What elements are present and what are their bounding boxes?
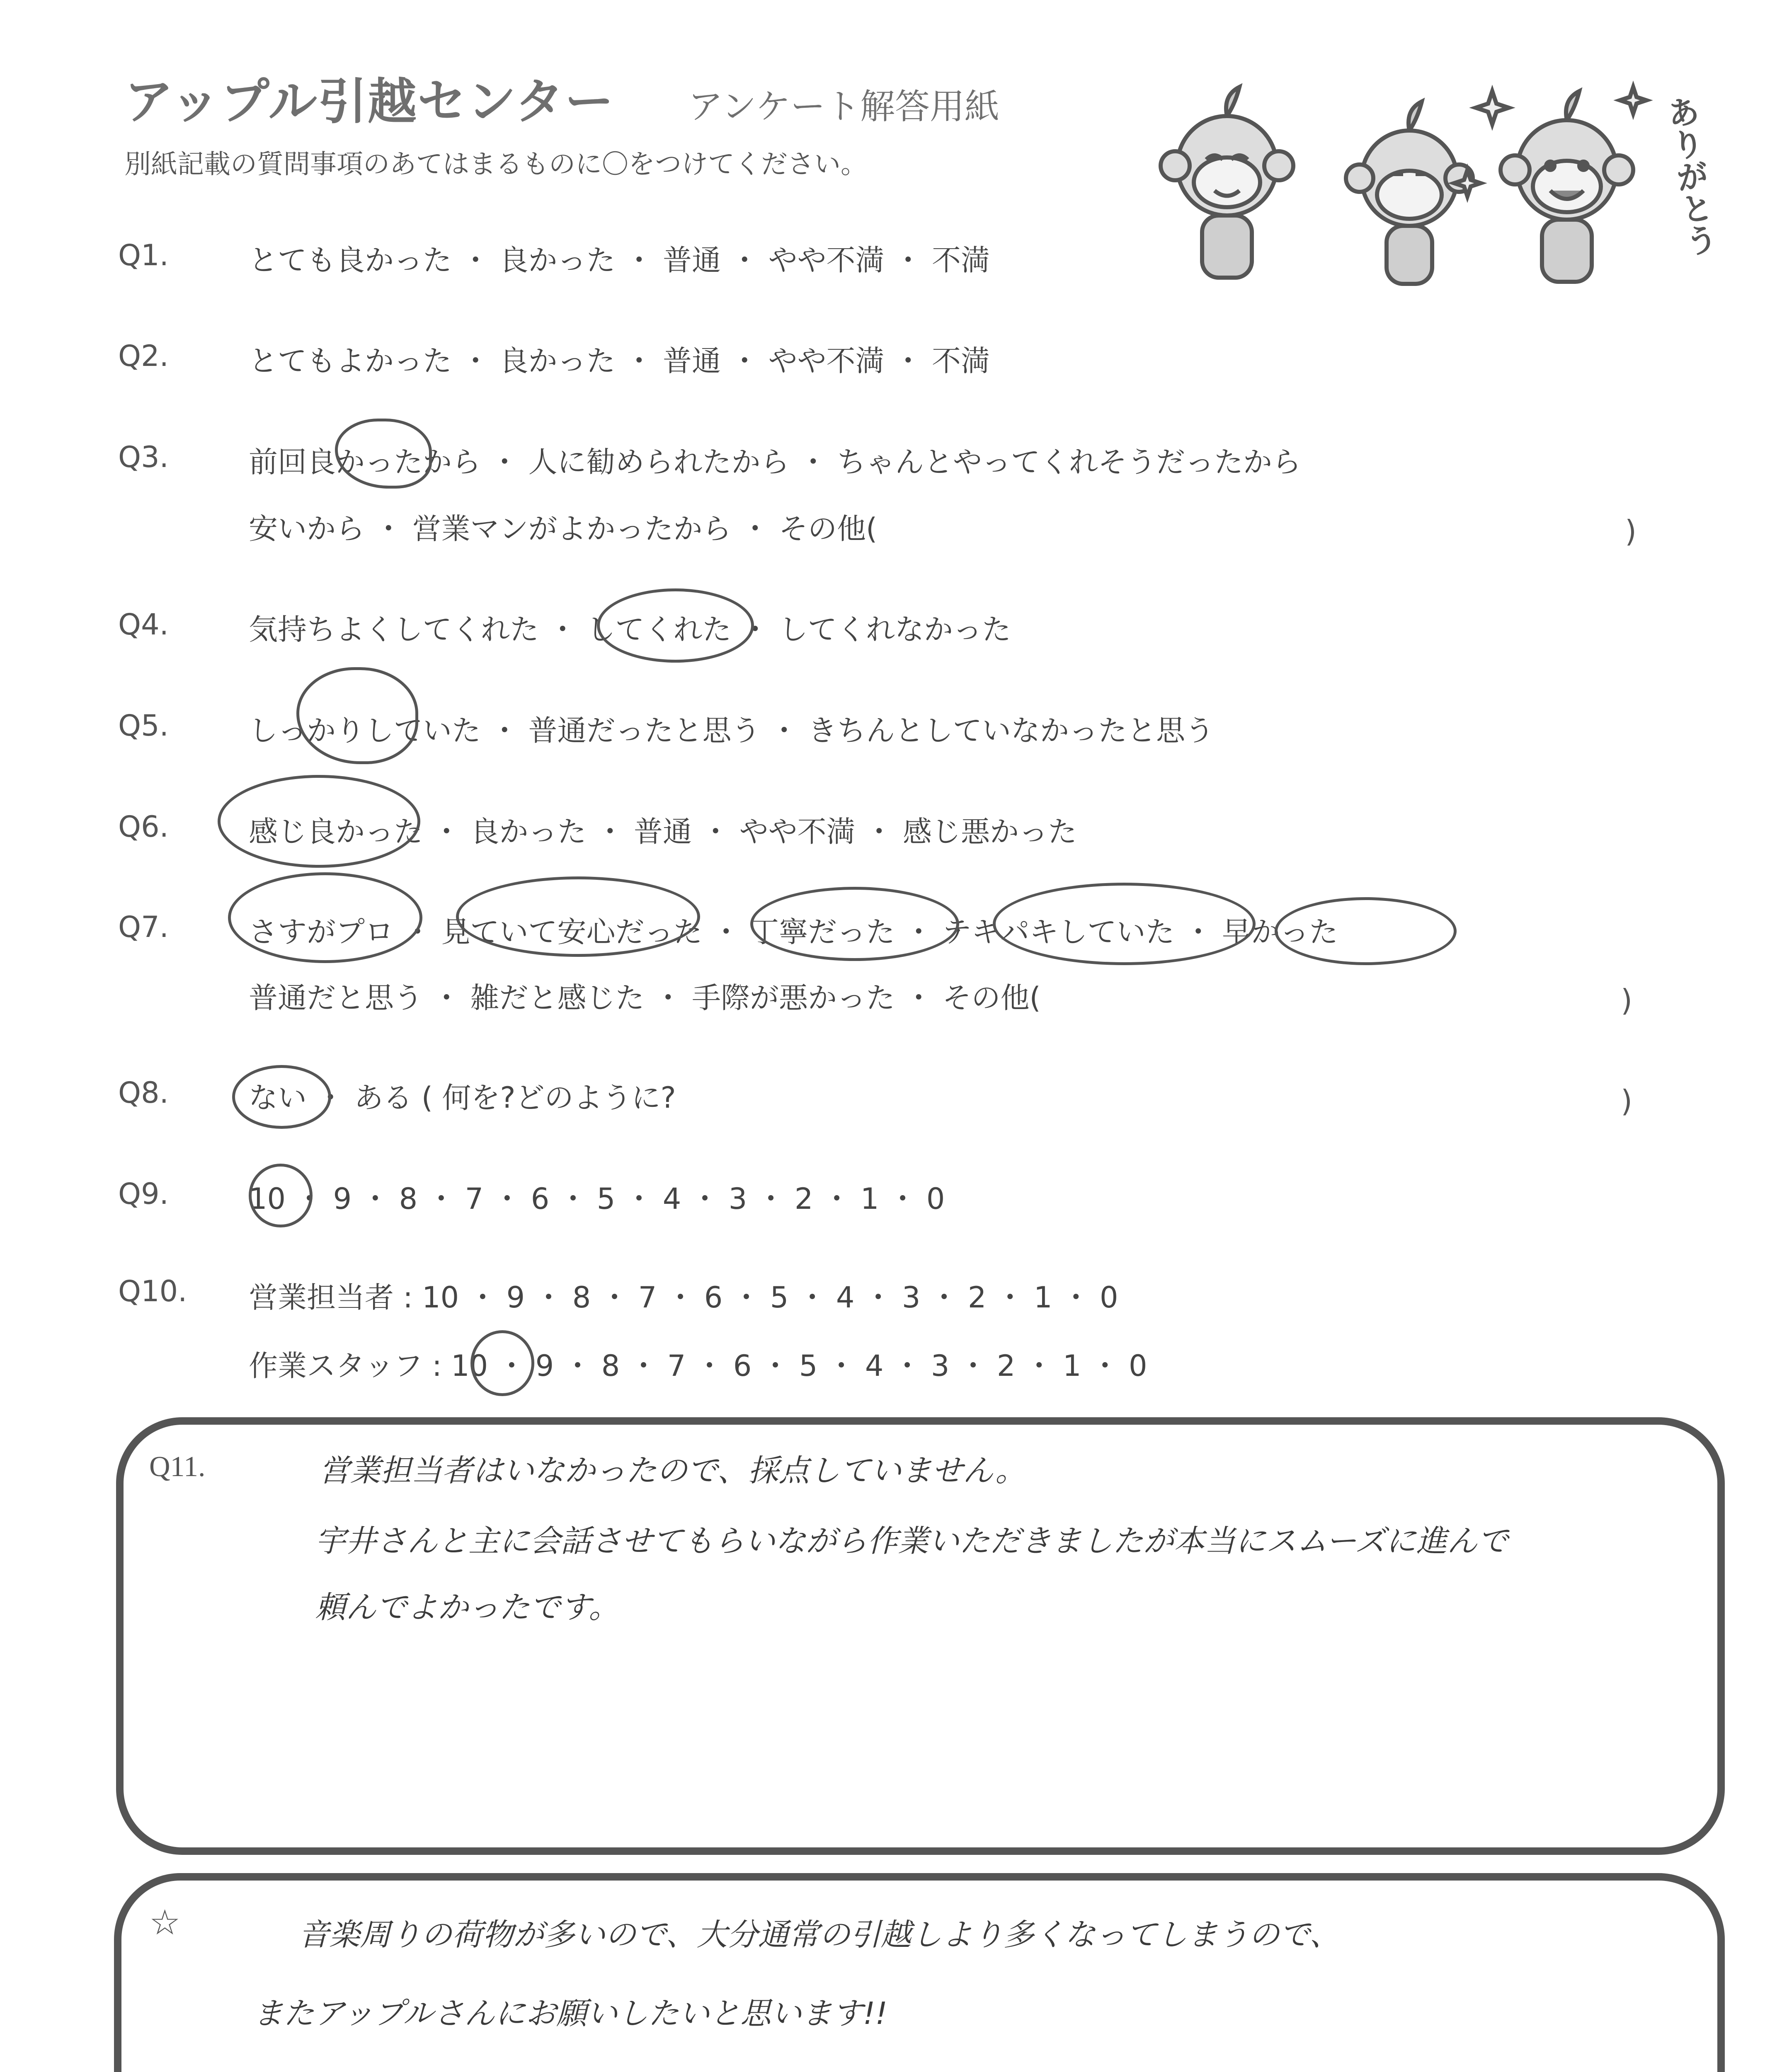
extra-handwriting-line1: 音楽周りの荷物が多いので、大分通常の引越しより多くなってしまうので、 bbox=[298, 1917, 1341, 1953]
q1-label: Q1. bbox=[118, 238, 169, 272]
q8-answer-circle bbox=[232, 1065, 331, 1129]
form-title: アップル引越センター bbox=[124, 73, 615, 130]
extra-comment-box bbox=[114, 1873, 1725, 2072]
q7-answer-circle-4 bbox=[993, 883, 1256, 965]
q4-answer-circle bbox=[597, 588, 754, 663]
q7-answer-circle-1 bbox=[228, 872, 422, 963]
q3-options-line1: 前回良かったから ・ 人に勧められたから ・ ちゃんとやってくれそうだったから bbox=[249, 445, 1302, 479]
q10-label: Q10. bbox=[118, 1274, 187, 1308]
mascot-thanks-text: ありがとう bbox=[1660, 93, 1719, 259]
q5-options: しっかりしていた ・ 普通だったと思う ・ きちんとしていなかったと思う bbox=[249, 714, 1215, 748]
q6-options: 感じ良かった ・ 良かった ・ 普通 ・ やや不満 ・ 感じ悪かった bbox=[249, 815, 1077, 849]
q9-options: 10 ・ 9 ・ 8 ・ 7 ・ 6 ・ 5 ・ 4 ・ 3 ・ 2 ・ 1 ・ 0 bbox=[249, 1182, 945, 1216]
q10-answer-circle bbox=[470, 1330, 534, 1396]
q6-answer-circle bbox=[218, 775, 420, 868]
q10-sales-options: 営業担当者 : 10 ・ 9 ・ 8 ・ 7 ・ 6 ・ 5 ・ 4 ・ 3 ・ 2 ・ 1 ・ 0 bbox=[249, 1280, 1118, 1314]
monkey-mascots-illustration bbox=[1152, 62, 1700, 294]
q7-answer-circle-2 bbox=[456, 876, 700, 957]
q9-answer-circle bbox=[249, 1164, 313, 1227]
form-subtitle: アンケート解答用紙 bbox=[688, 86, 999, 127]
q7-answer-circle-5 bbox=[1275, 897, 1457, 965]
q2-label: Q2. bbox=[118, 339, 169, 373]
q1-options: とても良かった ・ 良かった ・ 普通 ・ やや不満 ・ 不満 bbox=[249, 243, 990, 277]
q3-label: Q3. bbox=[118, 440, 169, 474]
q3-options-line2: 安いから ・ 営業マンがよかったから ・ その他( bbox=[249, 512, 878, 546]
q7-label: Q7. bbox=[118, 910, 169, 944]
star-icon: ☆ bbox=[149, 1902, 181, 1943]
q10-staff-options: 作業スタッフ : 10 ・ 9 ・ 8 ・ 7 ・ 6 ・ 5 ・ 4 ・ 3 ・ 2 ・ 1 ・ 0 bbox=[249, 1349, 1147, 1383]
q7-options-line2: 普通だと思う ・ 雑だと感じた ・ 手際が悪かった ・ その他( bbox=[249, 981, 1041, 1015]
q5-label: Q5. bbox=[118, 709, 169, 743]
q7-options-line1: さすがプロ ・ 見ていて安心だった ・ 丁寧だった ・ テキパキしていた ・ 早かった bbox=[249, 915, 1338, 949]
q4-options: 気持ちよくしてくれた ・ してくれた ・ してくれなかった bbox=[249, 612, 1011, 646]
q7-answer-circle-3 bbox=[750, 887, 959, 961]
q6-label: Q6. bbox=[118, 810, 169, 844]
q4-label: Q4. bbox=[118, 608, 169, 641]
q5-answer-circle bbox=[296, 667, 418, 764]
q3-closing-paren: ) bbox=[1625, 514, 1637, 549]
form-instructions: 別紙記載の質問事項のあてはまるものに〇をつけてください。 bbox=[124, 149, 867, 180]
q7-closing-paren: ) bbox=[1621, 983, 1633, 1018]
q9-label: Q9. bbox=[118, 1177, 169, 1211]
q11-label: Q11. bbox=[149, 1451, 206, 1483]
q11-handwriting-line3: 頼んでよかったです。 bbox=[315, 1590, 620, 1625]
q8-options: ない ・ ある ( 何を?どのように? bbox=[249, 1081, 676, 1115]
q11-handwriting-line2: 宇井さんと主に会話させてもらいながら作業いただきましたが本当にスムーズに進んで bbox=[315, 1523, 1508, 1559]
extra-handwriting-line2: またアップルさんにお願いしたいと思います!! bbox=[253, 1996, 888, 2031]
q8-label: Q8. bbox=[118, 1076, 169, 1110]
q2-options: とてもよかった ・ 良かった ・ 普通 ・ やや不満 ・ 不満 bbox=[249, 344, 990, 378]
q8-closing-paren: ) bbox=[1621, 1084, 1633, 1118]
q11-handwriting-line1: 営業担当者はいなかったので、採点していません。 bbox=[319, 1453, 1026, 1489]
